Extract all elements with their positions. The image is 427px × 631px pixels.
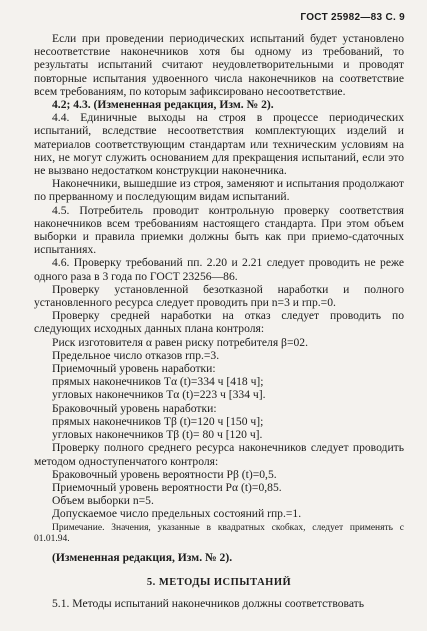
paragraph-4-5: 4.5. Потребитель проводит контрольную проверку соответствия наконечников всем требованиям настоящего стандарта. При этом объем выборки и правила приемки должны быть как при приемо-сдаточных испытаниях. (34, 203, 404, 257)
failure-limit-line: Предельное число отказов rпр.=3. (52, 348, 220, 362)
paragraph-4-6: 4.6. Проверку требований пп. 2.20 и 2.21 следует проводить не реже одного раза в 3 года по ГОСТ 23256—86. (34, 256, 404, 283)
note-text: Примечание. Значения, указанные в квадратных скобках, следует применять с 01.01.94. (34, 522, 404, 544)
paragraph-5-1: 5.1. Методы испытаний наконечников должны соответствовать (52, 596, 365, 610)
limit-states-line: Допускаемое число предельных состояний rпр.=1. (52, 507, 302, 521)
section-heading: 5. МЕТОДЫ ИСПЫТАНИЙ (146, 576, 292, 588)
acceptance-level-heading: Приемочный уровень наработки: (52, 362, 216, 376)
paragraph-resource-check: Проверку установленной безотказной наработки и полного установленного ресурса следует проводить при n=3 и rпр.=0. (34, 282, 404, 310)
acceptance-straight-line: прямых наконечников Tα (t)=334 ч [418 ч]; (52, 375, 264, 389)
rejection-angled-line: угловых наконечников Tβ (t)= 80 ч [120 ч]. (52, 428, 263, 442)
sample-size-line: Объем выборки n=5. (52, 494, 154, 508)
paragraph-4-4: 4.4. Единичные выходы на строя в процессе периодических испытаний, вследствие несоответствия комплектующих изделий и материалов соответствующим стандартам или техническим условиям на них, не могут служить основанием для прекращения испытаний, если это не вызвано недостатком конструкции наконечника. (34, 111, 404, 178)
rejection-level-heading: Браковочный уровень наработки: (52, 401, 217, 415)
page-header: ГОСТ 25982—83 С. 9 (300, 12, 405, 23)
acceptance-angled-line: угловых наконечников Tα (t)=223 ч [334 ч]. (52, 388, 266, 402)
paragraph-mtbf-check: Проверку средней наработки на отказ следует проводить по следующих исходных данных плана контроля: (34, 309, 404, 336)
acceptance-probability-line: Приемочный уровень вероятности Pα (t)=0,85. (52, 480, 282, 494)
document-body (34, 32, 404, 610)
paragraph-4-2-4-3: 4.2; 4.3. (Измененная редакция, Изм. № 2). (52, 98, 274, 112)
risk-line: Риск изготовителя α равен риску потребителя β=02. (52, 335, 308, 349)
paragraph-replacement: Наконечники, вышедшие из строя, заменяют и испытания продолжают по прерванному и последующим видам испытаний. (34, 177, 404, 204)
paragraph-periodic-tests: Если при проведении периодических испытаний будет установлено несоответствие наконечников хотя бы одному из требований, то результаты испытаний считают неудовлетворительными и проводят повторные испытания удвоенного числа наконечников на соответствие всем требованиям, по которым зафиксировано несоответствие. (34, 32, 404, 98)
paragraph-full-resource: Проверку полного среднего ресурса наконечников следует проводить методом одноступенчатого контроля: (34, 441, 404, 468)
amendment-line: (Измененная редакция, Изм. № 2). (52, 550, 233, 564)
rejection-straight-line: прямых наконечников Tβ (t)=120 ч [150 ч]; (52, 414, 264, 428)
rejection-probability-line: Браковочный уровень вероятности Pβ (t)=0,5. (52, 467, 277, 481)
